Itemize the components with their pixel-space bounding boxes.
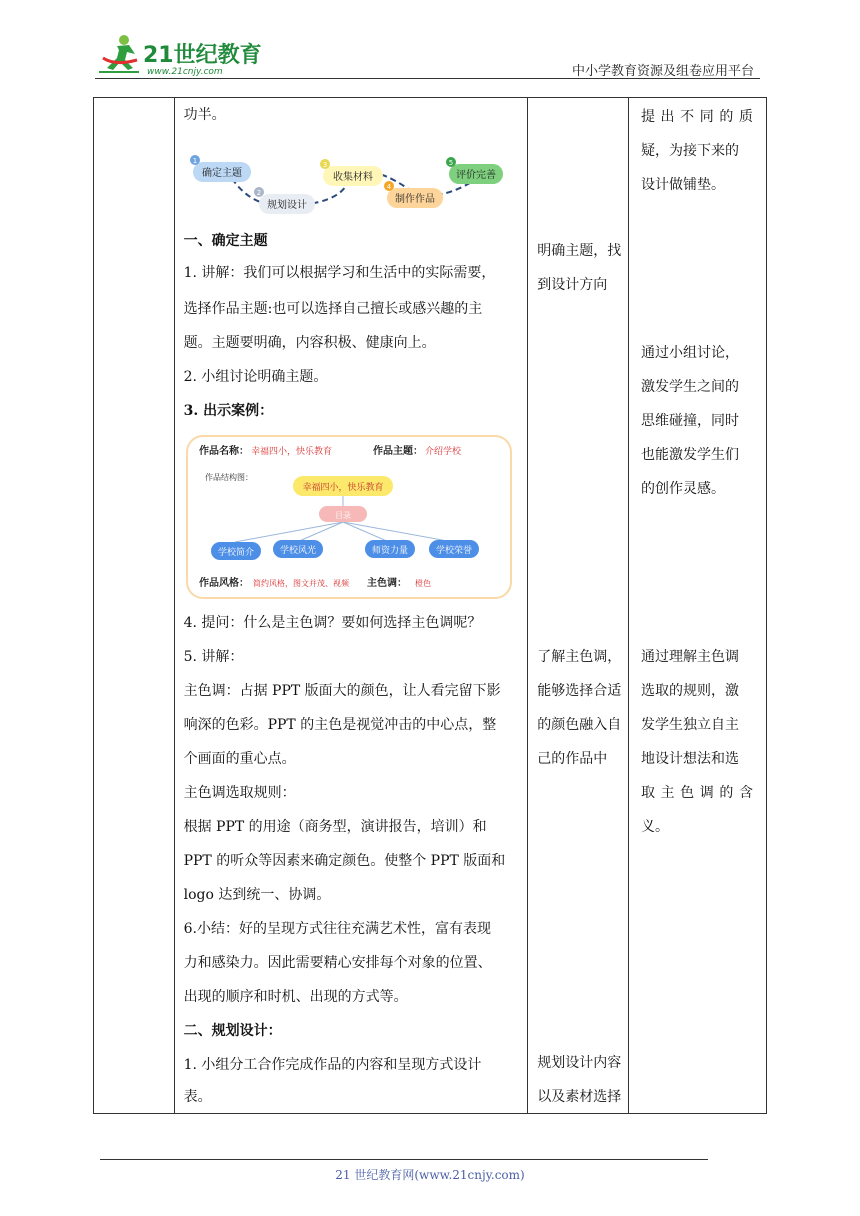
text-line: 1. 讲解：我们可以根据学习和生活中的实际需要， xyxy=(183,265,496,281)
text-line: 4. 提问：什么是主色调？要如何选择主色调呢？ xyxy=(183,615,482,631)
text-line: 出现的顺序和时机、出现的方式等。 xyxy=(183,989,408,1005)
example-color-label: 主色调： xyxy=(366,578,407,589)
process-flow-diagram xyxy=(187,148,507,218)
text-line: 也能激发学生们 xyxy=(640,447,739,463)
text-line: 激发学生之间的 xyxy=(640,379,739,395)
example-theme-value: 介绍学校 xyxy=(424,447,461,457)
text-line: 规划设计内容 xyxy=(537,1055,622,1071)
structure-leaf: 师资力量 xyxy=(371,546,408,556)
footer-divider xyxy=(100,1159,708,1160)
text-line: 了解主色调， xyxy=(537,649,622,665)
text-line: 地设计想法和选 xyxy=(640,751,739,767)
text-line: 发学生独立自主 xyxy=(640,717,739,733)
flow-step-num: 3 xyxy=(322,161,327,169)
text-line: 1. 小组分工合作完成作品的内容和呈现方式设计 xyxy=(183,1057,482,1073)
example-card xyxy=(185,434,515,602)
text-line: 6.小结：好的呈现方式往往充满艺术性，富有表现 xyxy=(183,921,491,937)
section-title: 一、确定主题 xyxy=(183,233,268,249)
flow-step-num: 2 xyxy=(256,189,261,197)
example-structure-label: 作品结构图： xyxy=(204,473,253,482)
text-line: 题。主题要明确，内容积极、健康向上。 xyxy=(183,335,436,351)
example-color-value: 橙色 xyxy=(414,579,431,588)
section-title: 二、规划设计： xyxy=(183,1023,282,1039)
flow-step-4 xyxy=(384,181,443,208)
text-line: 3. 出示案例： xyxy=(183,403,274,419)
flow-step-label: 收集材料 xyxy=(332,172,373,183)
flow-step-label: 评价完善 xyxy=(455,170,496,181)
text-line: 功半。 xyxy=(183,107,226,123)
example-name-value: 幸福四小，快乐教育 xyxy=(250,447,332,457)
text-line: 通过小组讨论， xyxy=(640,345,739,361)
text-line: 选取的规则，激 xyxy=(640,683,739,699)
logo-url: www.21cnjy.com xyxy=(147,67,223,76)
flow-step-num: 5 xyxy=(448,159,453,167)
text-line: 明确主题，找 xyxy=(537,243,622,259)
text-line: 以及素材选择 xyxy=(537,1089,622,1105)
flow-step-label: 制作作品 xyxy=(394,194,435,205)
platform-name: 中小学教育资源及组卷应用平台 xyxy=(571,64,754,79)
flow-step-5 xyxy=(446,157,503,184)
text-line: 主色调选取规则： xyxy=(183,785,296,801)
text-line: 5. 讲解： xyxy=(183,649,244,665)
structure-leaf: 学校简介 xyxy=(217,548,254,558)
text-line: 表。 xyxy=(183,1089,212,1105)
text-line: 力和感染力。因此需要精心安排每个对象的位置、 xyxy=(183,955,492,971)
text-line: 根据 PPT 的用途（商务型，演讲报告，培训）和 xyxy=(183,819,487,835)
structure-leaf: 学校风光 xyxy=(279,546,316,556)
flow-step-num: 1 xyxy=(192,157,197,165)
text-line: 疑，为接下来的 xyxy=(640,143,739,159)
text-line: 响深的色彩。PPT 的主色是视觉冲击的中心点，整 xyxy=(183,717,497,733)
text-line: 的颜色融入自 xyxy=(537,717,622,733)
text-line: 己的作品中 xyxy=(537,751,608,767)
flow-step-1 xyxy=(190,155,251,182)
text-line: 主色调：占据 PPT 版面大的颜色，让人看完留下影 xyxy=(183,683,501,699)
example-name-label: 作品名称： xyxy=(198,446,249,457)
cell-teacher-activity xyxy=(174,98,528,1114)
example-theme-label: 作品主题： xyxy=(372,446,423,457)
text-line: 思维碰撞，同时 xyxy=(640,413,739,429)
text-line: 提出不同的质 xyxy=(640,109,753,125)
lesson-table xyxy=(93,97,767,1114)
flow-step-3 xyxy=(320,159,383,186)
table-row xyxy=(94,98,767,1114)
structure-mid: 目录 xyxy=(334,511,351,520)
text-line: 设计做铺垫。 xyxy=(640,177,725,193)
text-line: 义。 xyxy=(640,819,669,835)
text-line: 2. 小组讨论明确主题。 xyxy=(183,369,328,385)
logo-text: 21世纪教育 xyxy=(143,43,262,68)
cell-student-activity xyxy=(528,98,629,1114)
text-line: 个画面的重心点。 xyxy=(183,751,296,767)
text-line: logo 达到统一、协调。 xyxy=(183,887,331,903)
structure-root: 幸福四小，快乐教育 xyxy=(302,483,384,493)
flow-step-label: 确定主题 xyxy=(201,168,242,179)
text-line: 取主色调的含 xyxy=(640,785,753,801)
text-line: 到设计方向 xyxy=(537,277,608,293)
text-line: PPT 的听众等因素来确定颜色。使整个 PPT 版面和 xyxy=(183,853,506,869)
flow-step-num: 4 xyxy=(386,183,391,191)
cell-stage xyxy=(94,98,175,1114)
text-line: 能够选择合适 xyxy=(537,683,622,699)
text-line: 选择作品主题:也可以选择自己擅长或感兴趣的主 xyxy=(183,301,483,317)
cell-design-intent xyxy=(628,98,766,1114)
structure-leaf: 学校荣誉 xyxy=(435,546,472,556)
site-logo xyxy=(95,32,265,76)
header-divider xyxy=(95,78,760,79)
example-style-label: 作品风格： xyxy=(198,578,249,589)
page-header xyxy=(95,30,760,78)
text-line: 通过理解主色调 xyxy=(640,649,739,665)
text-line: 的创作灵感。 xyxy=(640,481,725,497)
example-style-value: 简约风格，图文并茂、视频 xyxy=(252,579,349,588)
flow-step-label: 规划设计 xyxy=(266,200,307,211)
flow-step-2 xyxy=(254,187,315,214)
page-footer[interactable]: 21 世纪教育网(www.21cnjy.com) xyxy=(335,1168,525,1182)
